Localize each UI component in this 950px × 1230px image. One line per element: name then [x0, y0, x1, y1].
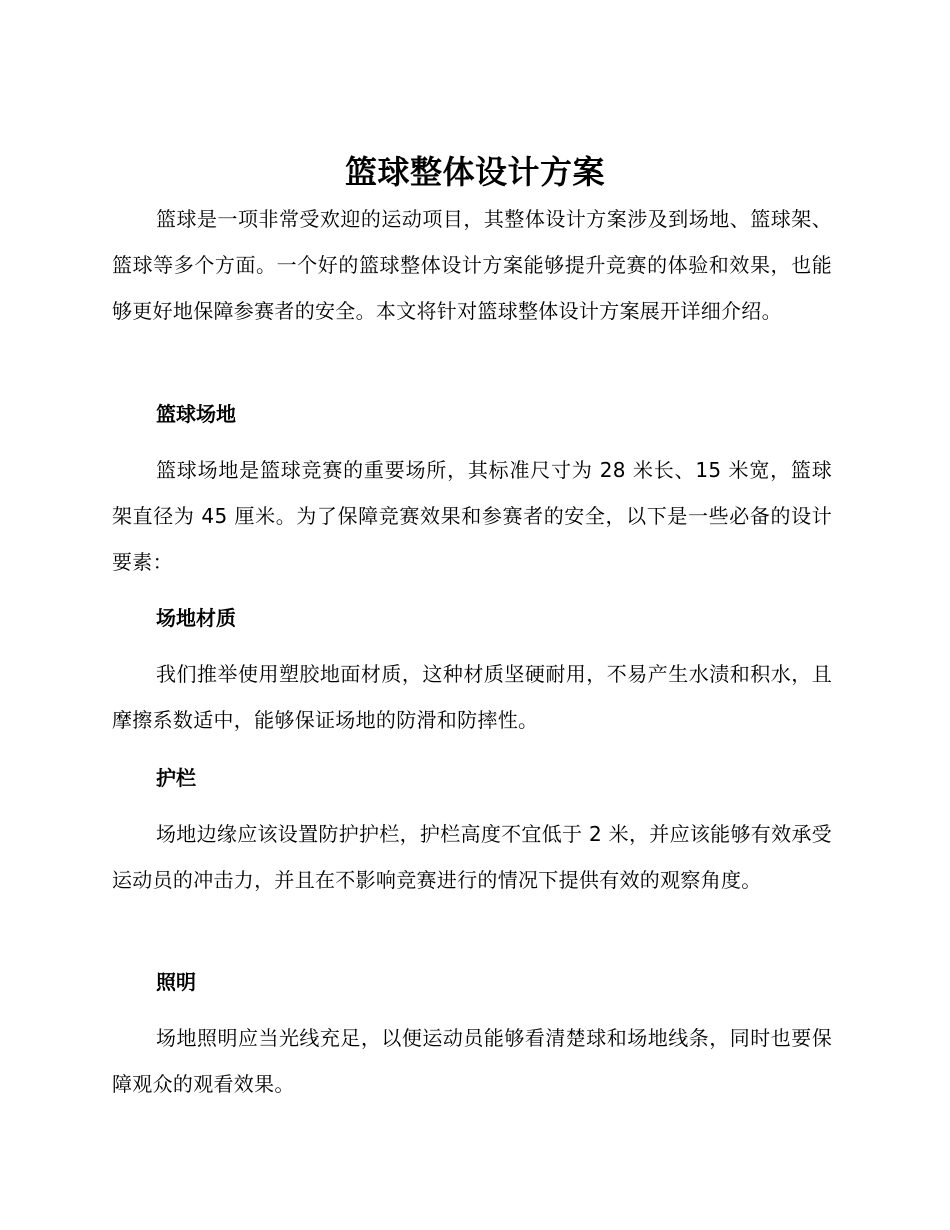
section-body-railing: 场地边缘应该设置防护护栏，护栏高度不宜低于 2 米，并应该能够有效承受运动员的冲击力，并且在不影响竞赛进行的情况下提供有效的观察角度。 [112, 822, 832, 892]
section-heading-lighting: 照明 [156, 970, 196, 994]
intro-paragraph: 篮球是一项非常受欢迎的运动项目，其整体设计方案涉及到场地、篮球架、篮球等多个方面。一个好的篮球整体设计方案能够提升竞赛的体验和效果，也能够更好地保障参赛者的安全。本文将针对篮球整体设计方案展开详细介绍。 [112, 207, 832, 323]
section-heading-railing: 护栏 [156, 766, 196, 790]
section-body-lighting: 场地照明应当光线充足，以便运动员能够看清楚球和场地线条，同时也要保障观众的观看效果。 [112, 1026, 832, 1096]
section-heading-surface: 场地材质 [156, 606, 236, 630]
document-title: 篮球整体设计方案 [344, 153, 605, 191]
section-heading-court: 篮球场地 [156, 402, 236, 426]
section-body-court: 篮球场地是篮球竞赛的重要场所，其标准尺寸为 28 米长、15 米宽，篮球架直径为 45 厘米。为了保障竞赛效果和参赛者的安全，以下是一些必备的设计要素： [112, 458, 832, 574]
section-body-surface: 我们推举使用塑胶地面材质，这种材质坚硬耐用，不易产生水渍和积水，且摩擦系数适中，能够保证场地的防滑和防摔性。 [112, 662, 832, 732]
